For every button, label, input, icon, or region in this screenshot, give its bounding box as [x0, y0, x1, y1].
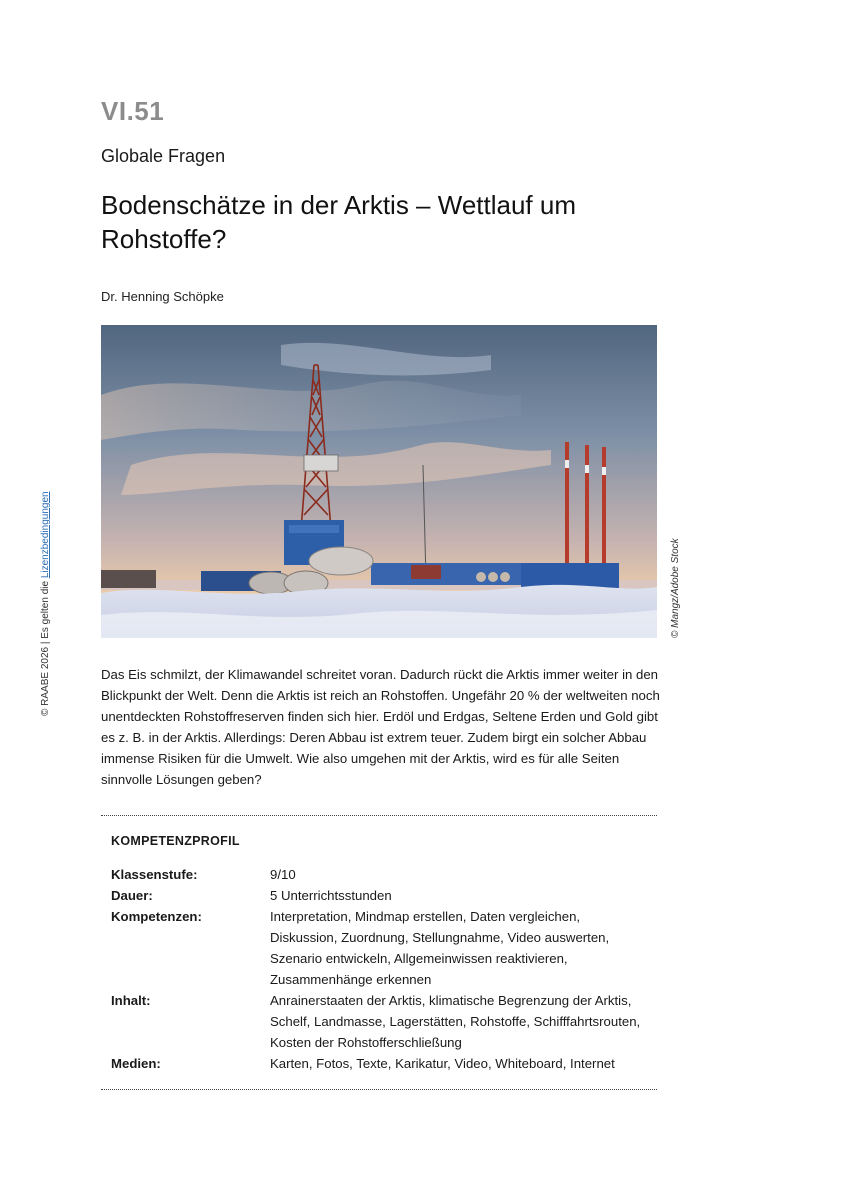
unit-number: VI.51 [101, 96, 165, 126]
dotted-divider-top [101, 815, 657, 816]
row-label: Medien: [111, 1056, 161, 1071]
row-value: 5 Unterrichtsstunden [270, 888, 392, 903]
row-value: 9/10 [270, 867, 296, 882]
page-title: Bodenschätze in der Arktis – Wettlauf um Rohstoffe? [101, 190, 576, 254]
arctic-drilling-photo [101, 325, 657, 638]
row-label: Dauer: [111, 888, 153, 903]
table-row [111, 906, 651, 990]
license-prefix: © RAABE 2026 | Es gelten die [40, 578, 51, 716]
row-label: Klassenstufe: [111, 867, 198, 882]
table-row [111, 864, 651, 885]
license-link[interactable]: Lizenzbedingungen [40, 491, 51, 579]
table-row [111, 990, 651, 1053]
subject-heading: Globale Fragen [101, 146, 226, 166]
dotted-divider-bottom [101, 1089, 657, 1090]
intro-paragraph: Das Eis schmilzt, der Klimawandel schreitet voran. Dadurch rückt die Arktis immer weiter in den Blickpunkt der Welt. Denn die Arktis ist reich an Rohstoffen. Ungefähr 20 % der weltweiten noch unentdeckten Rohstoffreserven finden sich hier. Erdöl und Erdgas, Seltene Erden und Gold gibt es z. B. in der Arktis. Allerdings: Deren Abbau ist extrem teuer. Zudem birgt ein solcher Abbau immense Risiken für die Umwelt. Wie also umgehen mit der Arktis, wird es für alle Seiten sinnvolle Lösungen geben? [101, 667, 660, 787]
table-row [111, 885, 651, 906]
photo-credit-text: © Mangz/Adobe Stock [670, 538, 681, 638]
row-value: Karten, Fotos, Texte, Karikatur, Video, Whiteboard, Internet [270, 1056, 615, 1071]
row-value: Anrainerstaaten der Arktis, klimatische Begrenzung der Arktis, Schelf, Landmasse, Lagerstätten, Rohstoffe, Schifffahrtsrouten, Kosten der Rohstofferschließung [270, 993, 641, 1050]
kompetenzprofil-table [111, 864, 651, 1074]
row-label: Inhalt: [111, 993, 151, 1008]
kompetenzprofil-heading: KOMPETENZPROFIL [111, 834, 240, 848]
author-name: Dr. Henning Schöpke [101, 289, 224, 304]
row-value: Interpretation, Mindmap erstellen, Daten vergleichen, Diskussion, Zuordnung, Stellungnahme, Video auswerten, Szenario entwickeln, Allgemeinwissen reaktivieren, Zusammenhänge erkennen [270, 909, 610, 987]
table-row [111, 1053, 651, 1074]
row-label: Kompetenzen: [111, 909, 202, 924]
